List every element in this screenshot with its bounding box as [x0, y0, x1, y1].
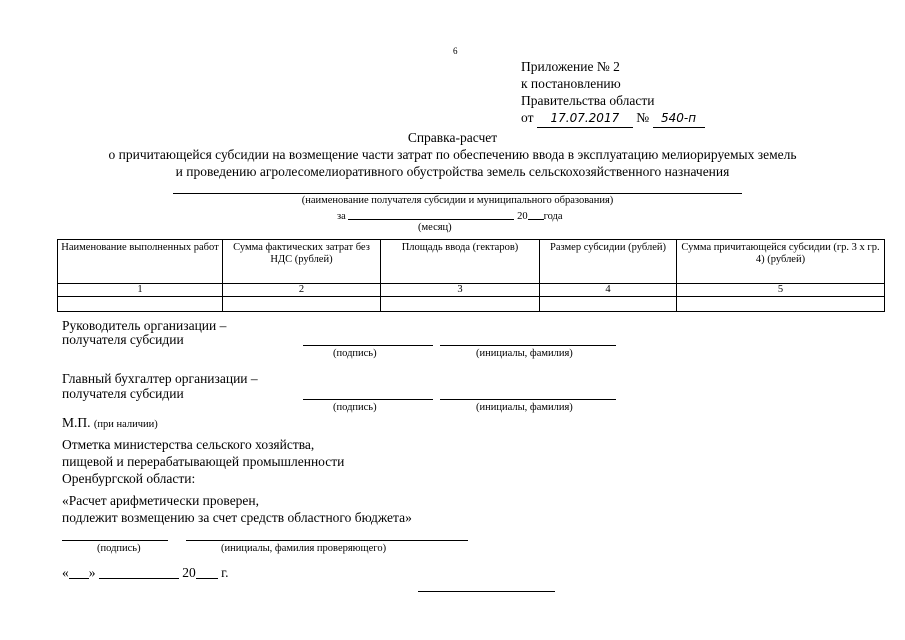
chief-initials-caption: (инициалы, фамилия) [476, 402, 573, 413]
date-year-prefix: 20 [182, 565, 196, 580]
table-cell [58, 297, 223, 312]
recipient-caption: (наименование получателя субсидии и муниципального образования) [301, 195, 614, 206]
appendix-line-2: к постановлению [521, 76, 621, 91]
head-signature-caption: (подпись) [333, 348, 377, 359]
appendix-number-value: 540-п [653, 110, 705, 128]
verification-line-2: подлежит возмещению за счет средств областного бюджета» [62, 510, 412, 525]
chief-signature-line [303, 399, 433, 400]
stamp-label: М.П. [62, 415, 91, 430]
appendix-date-prefix: от [521, 110, 534, 125]
table-header-cell: Площадь ввода (гектаров) [381, 240, 540, 284]
table-column-number: 2 [223, 284, 381, 297]
date-year-suffix: г. [221, 565, 229, 580]
table-empty-row [58, 297, 885, 312]
verification-line-1: «Расчет арифметически проверен, [62, 493, 260, 508]
table-header-row [58, 240, 885, 284]
table-cell [223, 297, 381, 312]
appendix-line-1: Приложение № 2 [521, 59, 620, 74]
head-initials-line [440, 345, 616, 346]
chief-label-1: Главный бухгалтер организации – [62, 371, 258, 386]
period-year-blank [528, 208, 544, 220]
document-subtitle-2: и проведению агролесомелиоративного обустройства земель сельскохозяйственного назначения [175, 164, 730, 179]
table-header-cell: Сумма причитающейся субсидии (гр. 3 х гр. 4) (рублей) [677, 240, 885, 284]
period-caption: (месяц) [418, 222, 452, 233]
appendix-number-prefix: № [636, 110, 650, 125]
document-title: Справка-расчет [407, 130, 498, 145]
chief-label-2: получателя субсидии [62, 386, 184, 401]
table-column-number: 3 [381, 284, 540, 297]
head-signature-line [303, 345, 433, 346]
table-column-number: 1 [58, 284, 223, 297]
table-cell [540, 297, 677, 312]
period-year-suffix: года [543, 211, 563, 222]
table-cell [381, 297, 540, 312]
table-column-number: 4 [540, 284, 677, 297]
head-label-2: получателя субсидии [62, 332, 184, 347]
appendix-line-3: Правительства области [521, 93, 655, 108]
chief-signature-caption: (подпись) [333, 402, 377, 413]
subsidy-table [57, 239, 885, 312]
stamp-line [62, 414, 158, 433]
period-month-blank [348, 208, 514, 220]
appendix-date-value: 17.07.2017 [537, 110, 633, 128]
table-column-number: 5 [677, 284, 885, 297]
page-number: 6 [453, 46, 458, 56]
table-header-cell: Наименование выполненных работ [58, 240, 223, 284]
table-header-cell: Размер субсидии (рублей) [540, 240, 677, 284]
date-open-quote: « [62, 565, 69, 580]
date-month-blank [99, 565, 179, 579]
period-year-prefix: 20 [517, 211, 528, 222]
period-line [337, 208, 563, 222]
checker-signature-caption: (подпись) [97, 543, 141, 554]
table-number-row [58, 284, 885, 297]
chief-initials-line [440, 399, 616, 400]
ministry-line-1: Отметка министерства сельского хозяйства, [62, 437, 315, 452]
appendix-date-line [521, 109, 705, 128]
document-subtitle-1: о причитающейся субсидии на возмещение части затрат по обеспечению ввода в эксплуатацию мелиорируемых земель [108, 147, 797, 162]
checker-initials-caption: (инициалы, фамилия проверяющего) [221, 543, 387, 554]
date-close-quote: » [88, 565, 96, 580]
checker-initials-line [186, 540, 468, 541]
period-prefix: за [337, 211, 346, 222]
table-header-cell: Сумма фактических затрат без НДС (рублей) [223, 240, 381, 284]
recipient-underline [173, 193, 742, 194]
ministry-line-2: пищевой и перерабатывающей промышленности [62, 454, 345, 469]
table-cell [677, 297, 885, 312]
closing-rule [418, 591, 555, 592]
date-year-blank [196, 565, 218, 579]
ministry-line-3: Оренбургской области: [62, 471, 196, 486]
checker-signature-line [62, 540, 168, 541]
head-label-1: Руководитель организации – [62, 318, 227, 333]
head-initials-caption: (инициалы, фамилия) [476, 348, 573, 359]
stamp-note: (при наличии) [93, 419, 158, 430]
date-line [62, 564, 229, 581]
date-day-blank [69, 565, 89, 579]
